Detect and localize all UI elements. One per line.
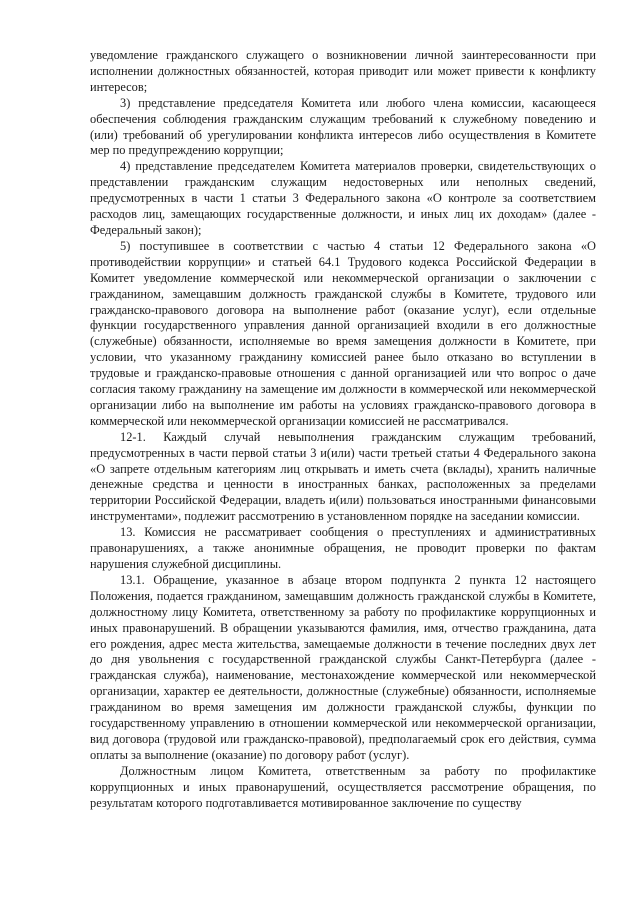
- paragraph-item-4: 4) представление председателем Комитета материалов проверки, свидетельствующих о представлении гражданским служащим недостоверных или неполных сведений, предусмотренных в части 1 статьи 3 Федерального закона «О контроле за соответствием расходов лиц, замещающих государственные должности, и иных лиц их доходам» (далее - Федеральный закон);: [90, 159, 596, 237]
- paragraph-item-3: 3) представление председателя Комитета или любого члена комиссии, касающееся обеспечения соблюдения гражданским служащим требований к служебному поведению и (или) требований об урегулировании конфликта интересов либо осуществления в Комитете мер по предупреждению коррупции;: [90, 95, 596, 158]
- paragraph-item-5: 5) поступившее в соответствии с частью 4 статьи 12 Федерального закона «О противодействии коррупции» и статьей 64.1 Трудового кодекса Российской Федерации в Комитет уведомление коммерческой или некоммерческой организации о заключении с гражданином, замещавшим должность гражданской службы в Комитете, трудового или гражданско-правового договора на выполнение работ (оказание услуг), если отдельные функции государственного управления данной организацией входили в его должностные (служебные) обязанности, исполняемые во время замещения должности в Комитете, при условии, что указанному гражданину комиссией ранее было отказано во вступлении в трудовые и гражданско-правовые отношения с данной организацией или что вопрос о даче согласия такому гражданину на замещение им должности в коммерческой или некоммерческой организации либо на выполнение им работы на условиях гражданско-правового договора в коммерческой или некоммерческой организации комиссией не рассматривался.: [90, 238, 596, 428]
- paragraph-clause-13: 13. Комиссия не рассматривает сообщения о преступлениях и административных правонарушениях, а также анонимные обращения, не проводит проверки по фактам нарушения служебной дисциплины.: [90, 525, 596, 571]
- paragraph-official-review: Должностным лицом Комитета, ответственным за работу по профилактике коррупционных и иных правонарушений, осуществляется рассмотрение обращения, по результатам которого подготавливается мотивированное заключение по существу: [90, 763, 596, 810]
- paragraph-clause-13-1: 13.1. Обращение, указанное в абзаце втором подпункта 2 пункта 12 настоящего Положения, подается гражданином, замещавшим должность гражданской службы в Комитете, должностному лицу Комитета, ответственному за работу по профилактике коррупционных и иных правонарушений. В обращении указываются фамилия, имя, отчество гражданина, дата его рождения, адрес места жительства, замещаемые должности в течение последних двух лет до дня увольнения с государственной гражданской службы Санкт-Петербурга (далее - гражданская служба), наименование, местонахождение коммерческой или некоммерческой организации, характер ее деятельности, должностные (служебные) обязанности, исполняемые гражданином во время замещения им должности гражданской службы, функции по государственному управлению в отношении коммерческой или некоммерческой организации, вид договора (трудовой или гражданско-правовой), предполагаемый срок его действия, сумма оплаты за выполнение (оказание) по договору работ (услуг).: [90, 572, 596, 762]
- document-page: [90, 48, 596, 812]
- paragraph-clause-12-1: 12-1. Каждый случай невыполнения гражданским служащим требований, предусмотренных в части первой статьи 3 и(или) части третьей статьи 4 Федерального закона «О запрете отдельным категориям лиц открывать и иметь счета (вклады), хранить наличные денежные средства и ценности в иностранных банках, расположенных за пределами территории Российской Федерации, владеть и(или) пользоваться иностранными финансовыми инструментами», подлежит рассмотрению в установленном порядке на заседании комиссии.: [90, 429, 596, 524]
- paragraph-notification-continuation: уведомление гражданского служащего о возникновении личной заинтересованности при исполнении должностных обязанностей, которая приводит или может привести к конфликту интересов;: [90, 48, 596, 94]
